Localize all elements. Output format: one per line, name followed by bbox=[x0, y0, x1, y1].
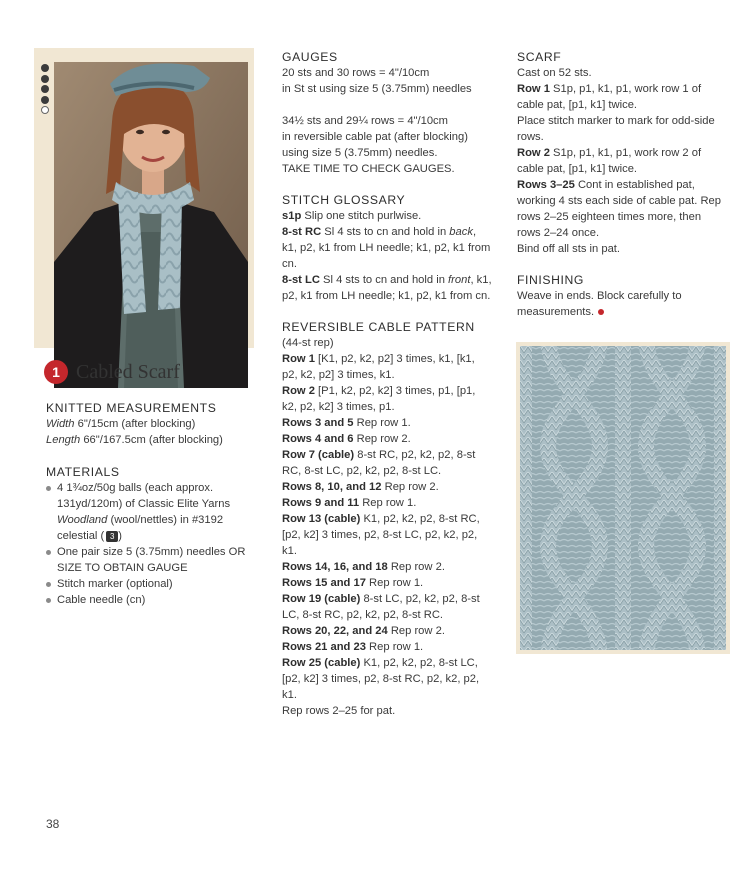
row-label: Row 13 (cable) bbox=[282, 513, 361, 525]
pattern-number-badge: 1 bbox=[44, 360, 68, 384]
row-text: [P1, k2, p2, k2] 3 times, p1, [p1, k2, p2, k2] 3 times, p1. bbox=[282, 385, 476, 413]
row-text: Rep row 1. bbox=[359, 497, 417, 509]
finishing-text bbox=[517, 288, 723, 320]
pattern-row bbox=[282, 479, 492, 495]
difficulty-indicator bbox=[41, 64, 49, 117]
finishing-heading: FINISHING bbox=[517, 273, 585, 287]
row-label: Row 7 (cable) bbox=[282, 449, 355, 461]
pattern-row bbox=[282, 655, 492, 703]
glossary-8st-rc bbox=[282, 224, 492, 272]
cable-swatch-image bbox=[520, 346, 726, 650]
gauge-line-4: in reversible cable pat (after blocking) bbox=[282, 131, 468, 143]
rc-definition-em: back bbox=[449, 226, 473, 238]
scarf-marker: Place stitch marker to mark for odd-side rows. bbox=[517, 115, 715, 143]
materials-list bbox=[46, 480, 261, 608]
row-label: Rows 14, 16, and 18 bbox=[282, 561, 388, 573]
lc-definition-a: Sl 4 sts to cn and hold in bbox=[319, 274, 449, 286]
pattern-row bbox=[282, 447, 492, 479]
lc-definition-em: front bbox=[448, 274, 471, 286]
row-text: Rep row 1. bbox=[365, 577, 424, 589]
row-text: Rep row 2. bbox=[353, 433, 411, 445]
pattern-row bbox=[282, 431, 492, 447]
width-value: 6"/15cm (after blocking) bbox=[74, 418, 196, 430]
row-label: Rows 8, 10, and 12 bbox=[282, 481, 382, 493]
lc-definition-b: , k1, p2, k1 from LH needle; k1, p2, k1 from cn. bbox=[282, 274, 492, 302]
model-photo bbox=[54, 62, 248, 388]
gauge-line-2: in St st using size 5 (3.75mm) needles bbox=[282, 83, 472, 95]
row-label: Rows 20, 22, and 24 bbox=[282, 625, 388, 637]
glossary-s1p bbox=[282, 208, 492, 224]
gauge-line-5: using size 5 (3.75mm) needles. bbox=[282, 147, 438, 159]
measurements-heading: KNITTED MEASUREMENTS bbox=[46, 401, 217, 415]
yarn-text-b: (wool/nettles) in #3192 celestial ( bbox=[57, 514, 224, 542]
gauge-line-3: 34½ sts and 29¼ rows = 4"/10cm bbox=[282, 115, 448, 127]
pattern-row bbox=[282, 591, 492, 623]
row-text: [K1, p2, k2, p2] 3 times, k1, [k1, p2, k2, p2] 3 times, k1. bbox=[282, 353, 475, 381]
row-text: K1, p2, k2, p2, 8-st RC, [p2, k2] 3 times, p2, 8-st LC, p2, k2, p2, k1. bbox=[282, 513, 480, 557]
row-label: Rows 9 and 11 bbox=[282, 497, 360, 509]
scarf-bind-off: Bind off all sts in pat. bbox=[517, 243, 621, 255]
scarf-rows-3-25 bbox=[517, 177, 723, 241]
end-mark-icon bbox=[598, 309, 604, 315]
scarf-rows-3-25-label: Rows 3–25 bbox=[517, 179, 575, 191]
yarn-name: Woodland bbox=[57, 514, 108, 526]
pattern-row bbox=[282, 575, 492, 591]
right-column bbox=[517, 49, 723, 320]
difficulty-dot-empty bbox=[41, 106, 49, 114]
swatch-photo-frame bbox=[516, 342, 730, 654]
cable-swatch-photo bbox=[520, 346, 726, 650]
width-measurement bbox=[46, 416, 261, 432]
cable-pattern-footer: Rep rows 2–25 for pat. bbox=[282, 705, 396, 717]
material-marker: Stitch marker (optional) bbox=[46, 576, 261, 592]
pattern-row bbox=[282, 383, 492, 415]
finishing-body: Weave in ends. Block carefully to measurements. bbox=[517, 290, 682, 318]
pattern-row bbox=[282, 495, 492, 511]
material-yarn bbox=[46, 480, 261, 544]
middle-column bbox=[282, 49, 492, 719]
scarf-row-2 bbox=[517, 145, 723, 177]
length-value: 66"/167.5cm (after blocking) bbox=[80, 434, 223, 446]
row-label: Row 2 bbox=[282, 385, 315, 397]
pattern-title-row bbox=[44, 357, 180, 387]
rc-term: 8-st RC bbox=[282, 226, 322, 238]
row-label: Row 19 (cable) bbox=[282, 593, 361, 605]
row-label: Rows 21 and 23 bbox=[282, 641, 366, 653]
pattern-row bbox=[282, 511, 492, 559]
row-text: 8-st LC, p2, k2, p2, 8-st LC, 8-st RC, p2, k2, p2, 8-st RC. bbox=[282, 593, 480, 621]
left-column bbox=[46, 400, 261, 608]
row-text: Rep row 2. bbox=[387, 561, 445, 573]
scarf-heading: SCARF bbox=[517, 50, 562, 64]
gauge-line-1: 20 sts and 30 rows = 4"/10cm bbox=[282, 67, 430, 79]
row-text: Rep row 1. bbox=[365, 641, 424, 653]
pattern-title: Cabled Scarf bbox=[76, 361, 180, 383]
pattern-row bbox=[282, 351, 492, 383]
difficulty-dot-filled-3 bbox=[41, 85, 49, 93]
cable-pattern-rep: (44-st rep) bbox=[282, 337, 334, 349]
yarn-text-a: 4 1¾oz/50g balls (each approx. 131yd/120m) of Classic Elite Yarns bbox=[57, 482, 231, 510]
row-label: Row 1 bbox=[282, 353, 315, 365]
cable-pattern-rows bbox=[282, 351, 492, 703]
scarf-row-1 bbox=[517, 81, 723, 113]
glossary-8st-lc bbox=[282, 272, 492, 304]
lc-term: 8-st LC bbox=[282, 274, 320, 286]
rc-definition-b: , k1, p2, k1 from LH needle; k1, p2, k1 from cn. bbox=[282, 226, 491, 270]
row-label: Row 25 (cable) bbox=[282, 657, 361, 669]
glossary-heading: STITCH GLOSSARY bbox=[282, 193, 406, 207]
cable-pattern-heading: REVERSIBLE CABLE PATTERN bbox=[282, 320, 475, 334]
page-number: 38 bbox=[46, 817, 60, 831]
row-text: 8-st RC, p2, k2, p2, 8-st RC, 8-st LC, p2, k2, p2, 8-st LC. bbox=[282, 449, 476, 477]
scarf-row-1-label: Row 1 bbox=[517, 83, 550, 95]
row-text: Rep row 2. bbox=[387, 625, 445, 637]
pattern-row bbox=[282, 639, 492, 655]
scarf-row-2-text: S1p, p1, k1, p1, work row 2 of cable pat, [p1, k1] twice. bbox=[517, 147, 702, 175]
length-label: Length bbox=[46, 434, 81, 446]
rc-definition-a: Sl 4 sts to cn and hold in bbox=[321, 226, 450, 238]
pattern-row bbox=[282, 559, 492, 575]
yarn-text-c: ) bbox=[118, 530, 122, 542]
difficulty-dot-filled-1 bbox=[41, 64, 49, 72]
model-photo-frame bbox=[34, 48, 254, 348]
difficulty-dot-filled-4 bbox=[41, 96, 49, 104]
material-cable-needle: Cable needle (cn) bbox=[46, 592, 261, 608]
s1p-term: s1p bbox=[282, 210, 302, 222]
yarn-weight-icon: 3 bbox=[106, 531, 118, 542]
row-label: Rows 4 and 6 bbox=[282, 433, 354, 445]
pattern-row bbox=[282, 623, 492, 639]
s1p-definition: Slip one stitch purlwise. bbox=[301, 210, 422, 222]
gauge-line-6: TAKE TIME TO CHECK GAUGES. bbox=[282, 163, 455, 175]
gauges-heading: GAUGES bbox=[282, 50, 338, 64]
length-measurement bbox=[46, 432, 261, 448]
row-text: Rep row 1. bbox=[353, 417, 411, 429]
pattern-row bbox=[282, 415, 492, 431]
model-photo-image bbox=[54, 62, 248, 388]
material-needles: One pair size 5 (3.75mm) needles OR SIZE TO OBTAIN GAUGE bbox=[46, 544, 261, 576]
row-text: Rep row 2. bbox=[381, 481, 439, 493]
difficulty-dot-filled-2 bbox=[41, 75, 49, 83]
materials-heading: MATERIALS bbox=[46, 465, 120, 479]
scarf-row-1-text: S1p, p1, k1, p1, work row 1 of cable pat, [p1, k1] twice. bbox=[517, 83, 702, 111]
width-label: Width bbox=[46, 418, 75, 430]
row-text: K1, p2, k2, p2, 8-st LC, [p2, k2] 3 times, p2, 8-st RC, p2, k2, p2, k1. bbox=[282, 657, 480, 701]
scarf-cast-on: Cast on 52 sts. bbox=[517, 67, 592, 79]
scarf-rows-3-25-text: Cont in established pat, working 4 sts each side of cable pat. Rep rows 2–25 eighteen times more, then rows 2–24 once. bbox=[517, 179, 721, 239]
scarf-row-2-label: Row 2 bbox=[517, 147, 550, 159]
row-label: Rows 3 and 5 bbox=[282, 417, 354, 429]
row-label: Rows 15 and 17 bbox=[282, 577, 366, 589]
